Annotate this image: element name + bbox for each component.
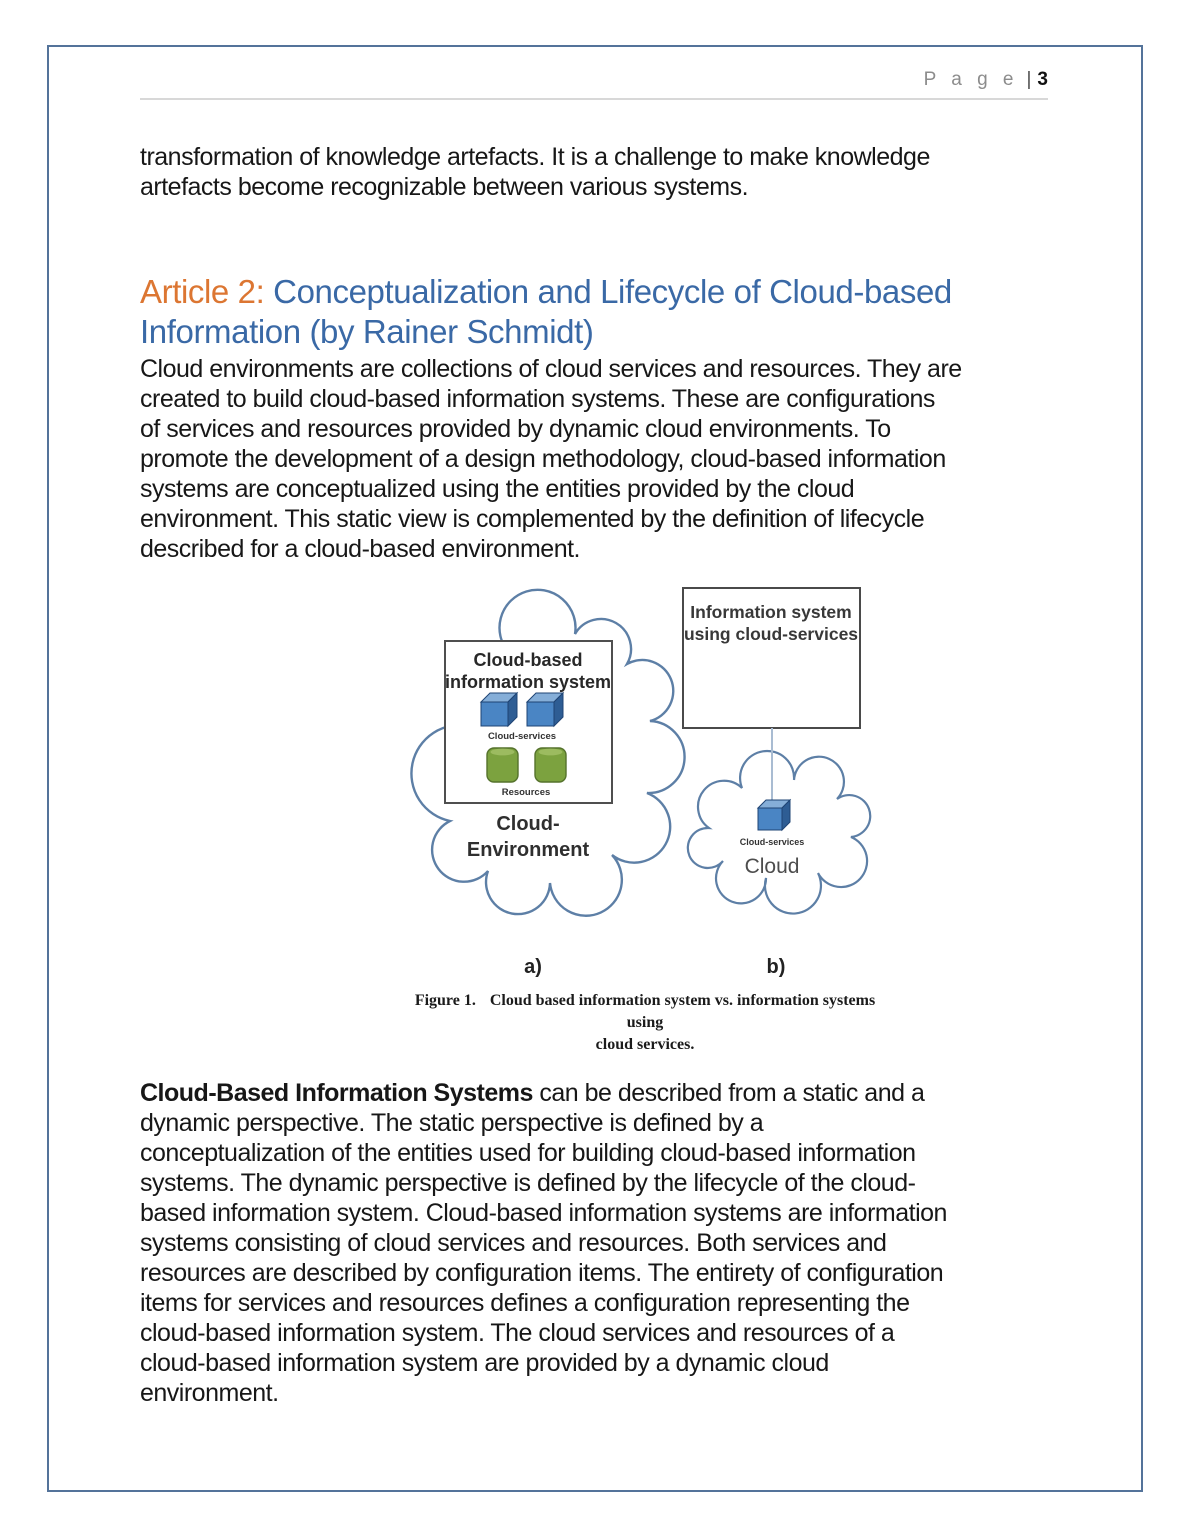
text-line: Cloud environments are collections of cloud services and resources. They are <box>140 355 962 383</box>
cloud-label: Cloud <box>744 855 800 878</box>
text-line: environment. <box>140 1379 279 1407</box>
text-line: resources are described by configuration items. The entirety of configuration <box>140 1259 944 1287</box>
diagram-b-tag: b) <box>766 956 786 978</box>
cloud-service-cube-icon <box>758 800 790 830</box>
text-line: systems are conceptualized using the entities provided by the cloud <box>140 475 855 503</box>
paragraph-cloud-environments <box>140 354 1048 564</box>
text-line: dynamic perspective. The static perspective is defined by a <box>140 1109 764 1137</box>
figure-caption-label: Figure 1. <box>414 992 476 1009</box>
text-line <box>140 1078 1048 1108</box>
lead-rest-text: can be described from a static and a <box>532 1079 925 1107</box>
text-line: based information system. Cloud-based information systems are information <box>140 1199 947 1227</box>
article-title-part2: Information (by Rainer Schmidt) <box>140 313 594 350</box>
text-line: cloud-based information system are provided by a dynamic cloud <box>140 1349 829 1377</box>
text-line: described for a cloud-based environment. <box>140 535 580 563</box>
cloud-service-cube-icon <box>527 693 563 726</box>
figure-caption-text: Cloud based information system vs. information systems using <box>489 992 876 1031</box>
text-line: systems consisting of cloud services and resources. Both services and <box>140 1229 887 1257</box>
page-header-separator: | <box>1026 69 1032 90</box>
article-heading <box>140 272 1048 352</box>
article-heading-line1 <box>140 272 1048 312</box>
text-line: items for services and resources defines a configuration representing the <box>140 1289 910 1317</box>
text-line: systems. The dynamic perspective is defined by the lifecycle of the cloud- <box>140 1169 916 1197</box>
text-line: created to build cloud-based information systems. These are configurations <box>140 385 935 413</box>
figure-caption-line2: cloud services. <box>595 1036 695 1053</box>
page-word: P a g e <box>923 69 1019 90</box>
article-title-part1: Conceptualization and Lifecycle of Cloud-based <box>264 273 952 310</box>
figure-1-diagram <box>395 576 895 981</box>
article-number: Article 2: <box>140 273 265 310</box>
text-line: of services and resources provided by dynamic cloud environments. To <box>140 415 891 443</box>
page-border-frame <box>47 45 1143 1492</box>
page-number: 3 <box>1037 69 1048 90</box>
paragraph-cloud-based-information-systems <box>140 1078 1048 1408</box>
text-line: promote the development of a design methodology, cloud-based information <box>140 445 946 473</box>
figure-1 <box>395 576 895 1056</box>
cloud-service-cube-icon <box>481 693 517 726</box>
cbis-box-title-line2: information system <box>444 672 612 692</box>
information-system-title-line2: using cloud-services <box>683 624 859 644</box>
cloud-services-label: Cloud-services <box>739 837 805 847</box>
text-line: cloud-based information system. The cloud services and resources of a <box>140 1319 895 1347</box>
text-line: environment. This static view is complemented by the definition of lifecycle <box>140 505 925 533</box>
figure-caption-line1 <box>395 990 895 1034</box>
page-content <box>140 47 1048 1408</box>
paragraph-knowledge-artefacts <box>140 142 1048 202</box>
text-line: transformation of knowledge artefacts. It is a challenge to make knowledge <box>140 143 930 171</box>
figure-caption <box>395 990 895 1056</box>
information-system-title-line1: Information system <box>690 602 852 622</box>
resources-label: Resources <box>501 787 551 798</box>
cbis-box-title-line1: Cloud-based <box>473 650 583 670</box>
resource-cylinder-icon <box>487 748 518 782</box>
cloud-environment-label-line2: Environment <box>466 839 590 861</box>
text-line: artefacts become recognizable between various systems. <box>140 173 749 201</box>
bold-lead-text: Cloud-Based Information Systems <box>140 1079 533 1107</box>
cloud-shape <box>688 751 870 914</box>
page-header <box>140 47 1048 100</box>
resource-cylinder-icon <box>535 748 566 782</box>
diagram-a-tag: a) <box>524 956 542 978</box>
cloud-environment-label-line1: Cloud- <box>496 813 560 835</box>
text-line: conceptualization of the entities used for building cloud-based information <box>140 1139 916 1167</box>
cloud-services-label: Cloud-services <box>487 731 557 742</box>
